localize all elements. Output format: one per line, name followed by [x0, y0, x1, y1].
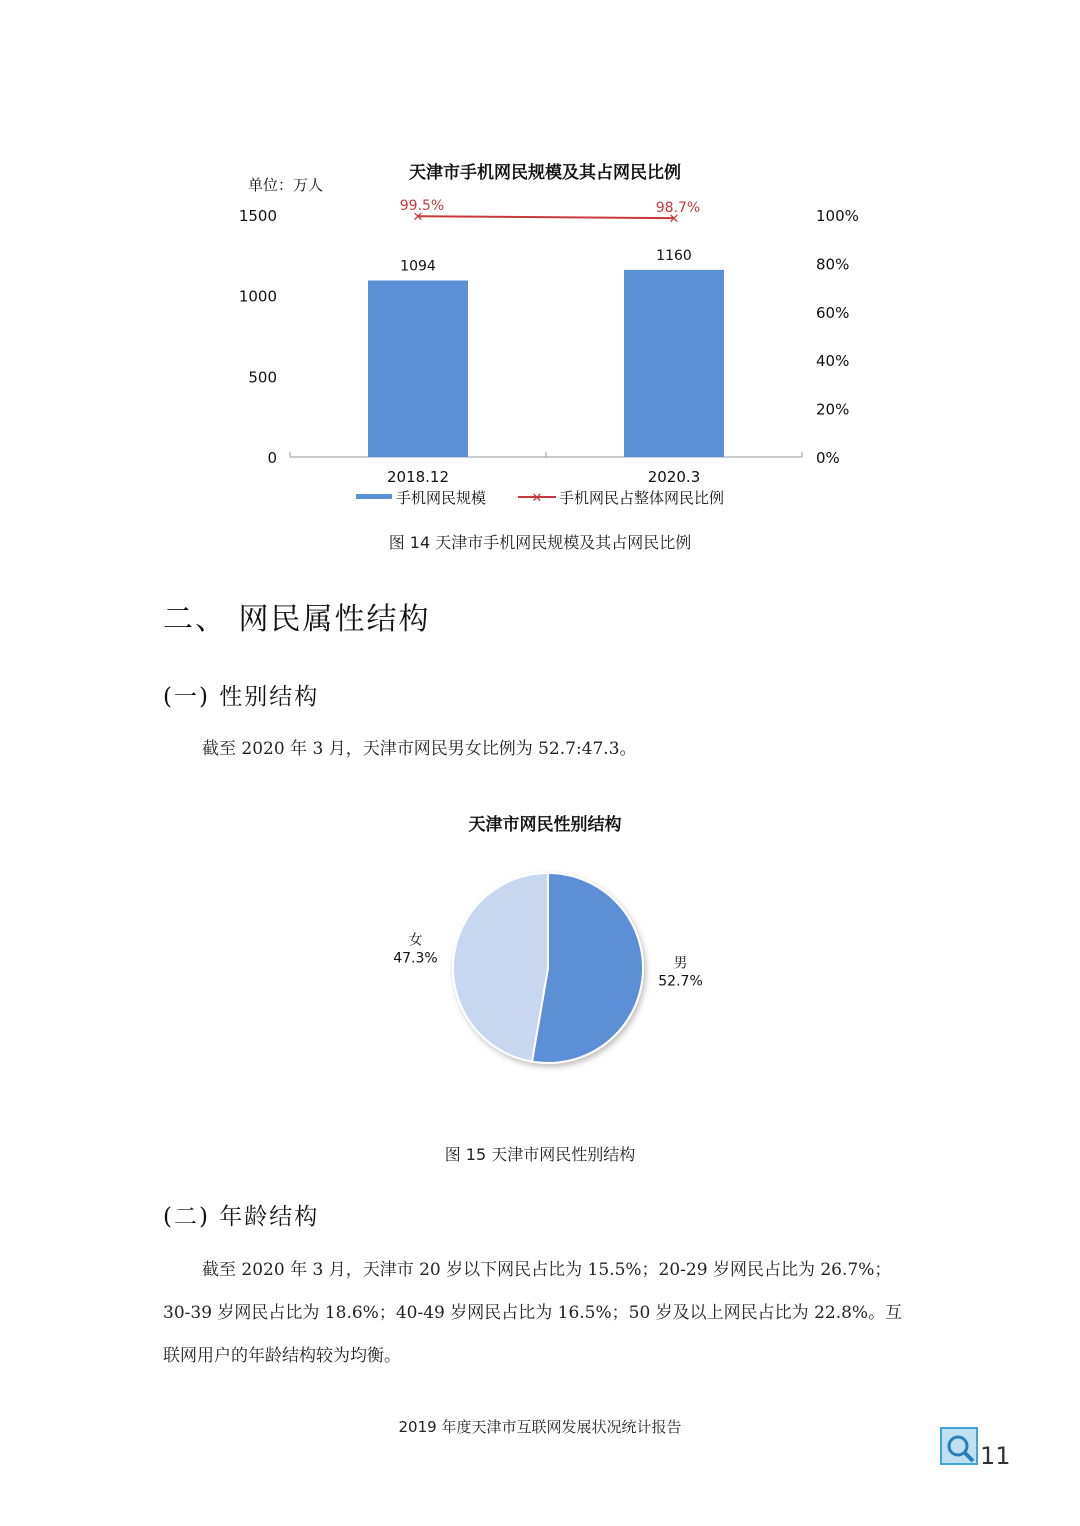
- ratio-point-marker: ✕: [668, 212, 680, 228]
- figure-15-caption: 图 15 天津市网民性别结构: [444, 1145, 636, 1164]
- section-heading: 二、 网民属性结构: [163, 602, 431, 637]
- unit-label: 单位：万人: [248, 176, 324, 194]
- ratio-value-label: 99.5%: [399, 198, 445, 215]
- report-logo-icon: [940, 1427, 980, 1467]
- legend-marker-x-icon: ✕: [531, 491, 543, 506]
- y2-tick-label: 80%: [816, 255, 850, 274]
- bar-line-chart: [230, 150, 880, 520]
- pie-chart: [380, 800, 720, 1080]
- legend-swatch-bar: [356, 494, 392, 499]
- y-tick-label: 0: [267, 449, 277, 467]
- subsection-heading-gender: (一) 性别结构: [163, 684, 320, 710]
- y2-tick-label: 0%: [816, 449, 840, 467]
- bar: [624, 270, 724, 457]
- legend-label-bar: 手机网民规模: [396, 489, 487, 507]
- y2-tick-label: 100%: [816, 207, 859, 225]
- legend-label-line: 手机网民占整体网民比例: [559, 489, 725, 507]
- figure-14-caption: 图 14 天津市手机网民规模及其占网民比例: [388, 533, 692, 552]
- y2-tick-label: 20%: [816, 400, 850, 419]
- chart-title: 天津市网民性别结构: [468, 815, 622, 835]
- y2-tick-label: 60%: [816, 303, 850, 322]
- ratio-value-label: 98.7%: [655, 200, 701, 217]
- age-paragraph-line-1: 截至 2020 年 3 月，天津市 20 岁以下网民占比为 15.5%；20-29 岁网民占比为 26.7%；: [202, 1260, 892, 1280]
- x-tick-label: 2018.12: [386, 468, 450, 486]
- y-tick-label: 1500: [238, 207, 277, 225]
- gender-paragraph: 截至 2020 年 3 月，天津市网民男女比例为 52.7:47.3。: [202, 739, 637, 759]
- y-tick-label: 1000: [238, 287, 277, 306]
- ratio-line: [418, 216, 674, 218]
- pie-slice-female: [453, 873, 548, 1062]
- pie-slice-value: 47.3%: [393, 950, 438, 967]
- subsection-heading-age: (二) 年龄结构: [163, 1204, 320, 1230]
- footer-report-title: 2019 年度天津市互联网发展状况统计报告: [398, 1418, 682, 1436]
- bar: [368, 281, 468, 457]
- bar-value-label: 1094: [400, 258, 436, 275]
- page-number: 11: [980, 1442, 1011, 1470]
- pie-slice-name: 女: [408, 932, 423, 949]
- chart-title: 天津市手机网民规模及其占网民比例: [409, 163, 681, 183]
- bar-value-label: 1160: [656, 247, 692, 264]
- age-paragraph-line-2: 30-39 岁网民占比为 18.6%；40-49 岁网民占比为 16.5%；50 岁及以上网民占比为 22.8%。互: [163, 1303, 903, 1323]
- x-tick-label: 2020.3: [647, 468, 701, 486]
- y2-tick-label: 40%: [816, 352, 850, 371]
- age-paragraph-line-3: 联网用户的年龄结构较为均衡。: [163, 1346, 401, 1366]
- ratio-point-marker: ✕: [412, 210, 424, 226]
- pie-slice-value: 52.7%: [658, 973, 703, 990]
- y-tick-label: 500: [248, 368, 277, 387]
- pie-slice-name: 男: [673, 955, 688, 972]
